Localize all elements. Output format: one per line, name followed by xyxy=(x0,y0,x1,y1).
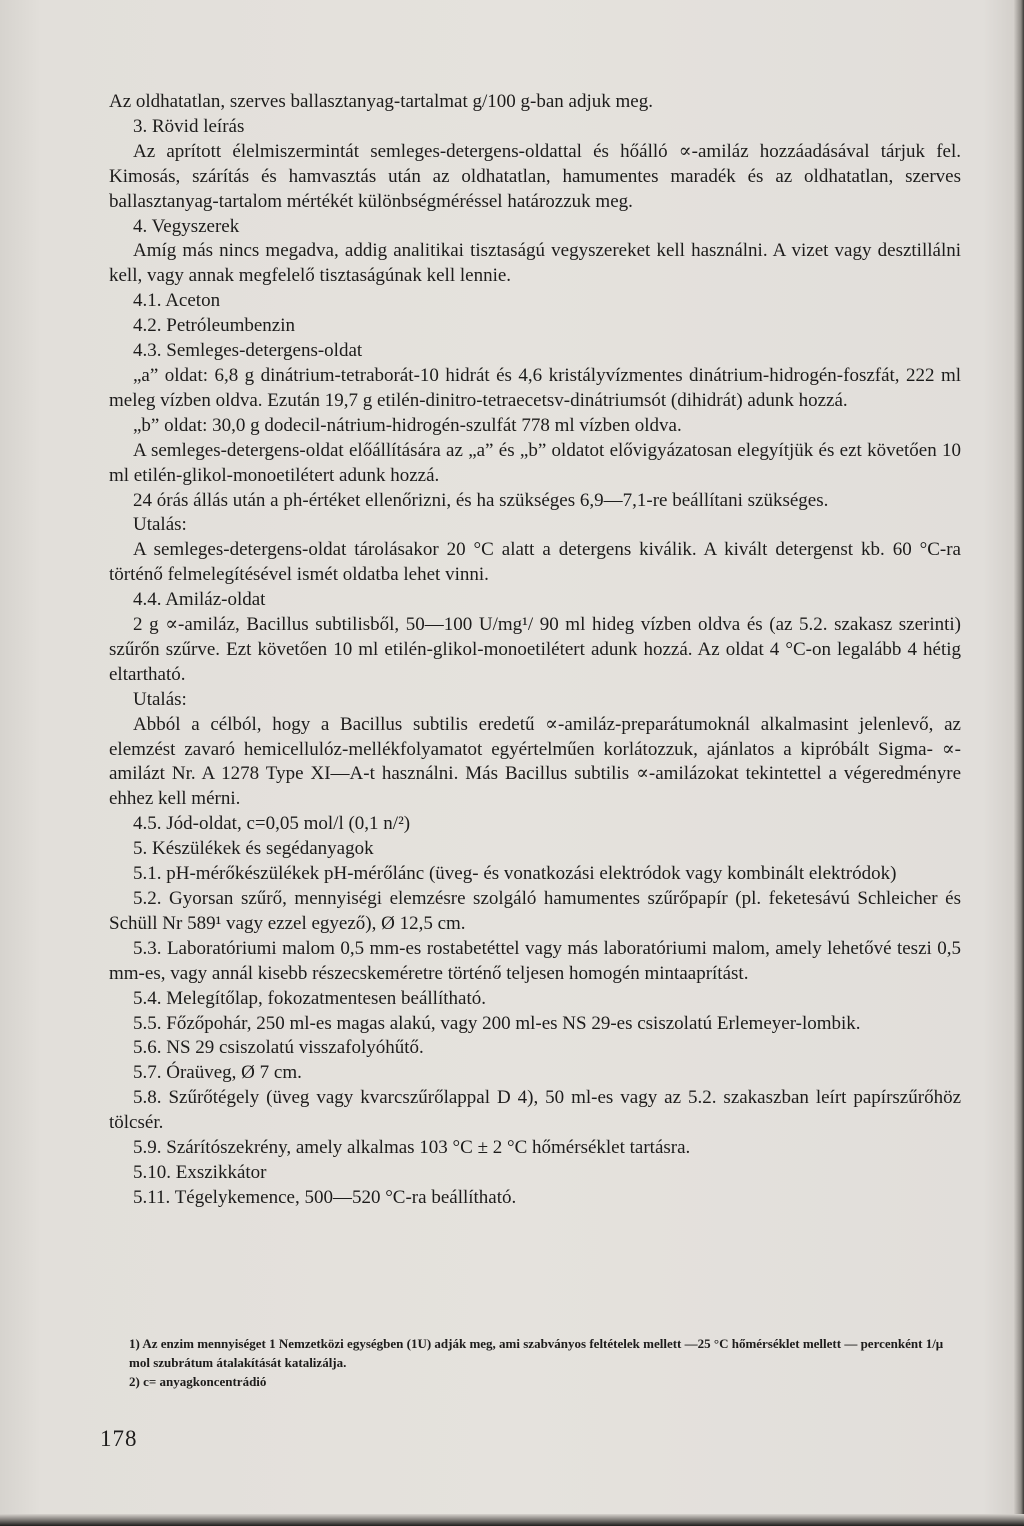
section-heading: 5. Készülékek és segédanyagok xyxy=(133,838,374,860)
list-item: 5.10. Exszikkátor xyxy=(133,1161,267,1183)
note-label: Utalás: xyxy=(133,688,187,710)
page-edge-shadow xyxy=(1014,0,1024,1526)
list-item: 5.3. Laboratóriumi malom 0,5 mm-es rostabetéttel vagy más laboratóriumi malom, amely lehetővé teszi 0,5 mm-es, vagy annál kisebb részecskeméretre történő teljesen homogén mintaaprítást. xyxy=(109,937,961,984)
footnote: 2) c= anyagkoncentrádió xyxy=(129,1374,267,1389)
list-item: 5.4. Melegítőlap, fokozatmentesen beállítható. xyxy=(133,987,486,1009)
list-item: 5.11. Tégelykemence, 500—520 °C-ra beállítható. xyxy=(133,1186,517,1208)
section-heading: 3. Rövid leírás xyxy=(133,115,245,137)
subsection-heading: 4.1. Aceton xyxy=(133,290,221,312)
paragraph: A semleges-detergens-oldat tárolásakor 20 °C alatt a detergens kiválik. A kivált detergenst kb. 60 °C-ra történő felmelegítésével ismét oldatba lehet vinni. xyxy=(109,539,961,586)
paragraph: „b” oldat: 30,0 g dodecil-nátrium-hidrogén-szulfát 778 ml vízben oldva. xyxy=(133,414,682,436)
paragraph: 24 órás állás után a ph-értéket ellenőrizni, és ha szükséges 6,9—7,1-re beállítani szükséges. xyxy=(133,489,829,511)
list-item: 5.7. Óraüveg, Ø 7 cm. xyxy=(133,1062,302,1084)
section-heading: 4. Vegyszerek xyxy=(133,215,240,237)
list-item: 5.6. NS 29 csiszolatú visszafolyóhűtő. xyxy=(133,1037,424,1059)
paragraph: Az aprított élelmiszermintát semleges-detergens-oldattal és hőálló ∝-amiláz hozzáadásával tárjuk fel. Kimosás, szárítás és hamvasztás után az oldhatatlan, hamumentes maradék és az oldhatatlan, szerves ballasztanyag-tartalom mértékét különbségméréssel határozzuk meg. xyxy=(109,140,961,212)
paragraph: Az oldhatatlan, szerves ballasztanyag-tartalmat g/100 g-ban adjuk meg. xyxy=(109,91,653,112)
footnotes xyxy=(109,1334,961,1391)
subsection-heading: 4.5. Jód-oldat, c=0,05 mol/l (0,1 n/²) xyxy=(133,813,411,835)
list-item: 5.2. Gyorsan szűrő, mennyiségi elemzésre szolgáló hamumentes szűrőpapír (pl. feketesávú Schleicher és Schüll Nr 589¹ vagy ezzel egyező), Ø 12,5 cm. xyxy=(109,888,961,934)
main-text xyxy=(109,90,961,1211)
note-label: Utalás: xyxy=(133,514,187,536)
paragraph: A semleges-detergens-oldat előállítására az „a” és „b” oldatot elővigyázatosan elegyítjük és ezt követően 10 ml etilén-glikol-monoetilétert adunk hozzá. xyxy=(109,439,961,486)
paragraph: 2 g ∝-amiláz, Bacillus subtilisből, 50—100 U/mg¹/ 90 ml hideg vízben oldva és (az 5.2. szakasz szerinti) szűrőn szűrve. Ezt követően 10 ml etilén-glikol-monoetilétert adunk hozzá. Az oldat 4 °C-on legalább 4 hétig eltartható. xyxy=(109,614,961,685)
page-bottom-shadow xyxy=(0,1514,1024,1526)
paragraph: Amíg más nincs megadva, addig analitikai tisztaságú vegyszereket kell használni. A vizet vagy desztillálni kell, vagy annak megfelelő tisztaságúnak kell lennie. xyxy=(109,240,961,287)
footnote: 1) Az enzim mennyiséget 1 Nemzetközi egységben (1U) adják meg, ami szabványos feltételek mellett —25 °C hőmérséklet mellett — percenként 1/μ mol szubrátum átalakítását katalizálja. xyxy=(129,1336,944,1370)
list-item: 5.1. pH-mérőkészülékek pH-mérőlánc (üveg- és vonatkozási elektródok vagy kombinált elektródok) xyxy=(133,863,897,885)
page-number: 178 xyxy=(100,1426,138,1451)
subsection-heading: 4.2. Petróleumbenzin xyxy=(133,315,295,337)
list-item: 5.9. Szárítószekrény, amely alkalmas 103 °C ± 2 °C hőmérséklet tartásra. xyxy=(133,1137,691,1159)
list-item: 5.8. Szűrőtégely (üveg vagy kvarcszűrőlappal D 4), 50 ml-es vagy az 5.2. szakaszban leírt papírszűrőhöz tölcsér. xyxy=(109,1087,961,1134)
paragraph: „a” oldat: 6,8 g dinátrium-tetraborát-10 hidrát és 4,6 kristályvízmentes dinátrium-hidrogén-foszfát, 222 ml meleg vízben oldva. Ezután 19,7 g etilén-dinitro-tetraecetsv-dinátriumsót (dihidrát) adunk hozzá. xyxy=(109,364,961,411)
subsection-heading: 4.4. Amiláz-oldat xyxy=(133,589,266,611)
paragraph: Abból a célból, hogy a Bacillus subtilis eredetű ∝-amiláz-preparátumoknál alkalmasint jelenlevő, az elemzést zavaró hemicellulóz-mellékfolyamatot egyértelműen korlátozzuk, ajánlatos a kipróbált Sigma- ∝-amilázt Nr. A 1278 Type XI—A-t használni. Más Bacillus subtilis ∝-amilázokat tekintettel a végeredményre ehhez kell mérni. xyxy=(109,713,961,810)
subsection-heading: 4.3. Semleges-detergens-oldat xyxy=(133,340,363,362)
list-item: 5.5. Főzőpohár, 250 ml-es magas alakú, vagy 200 ml-es NS 29-es csiszolatú Erlemeyer-lombik. xyxy=(133,1012,861,1034)
